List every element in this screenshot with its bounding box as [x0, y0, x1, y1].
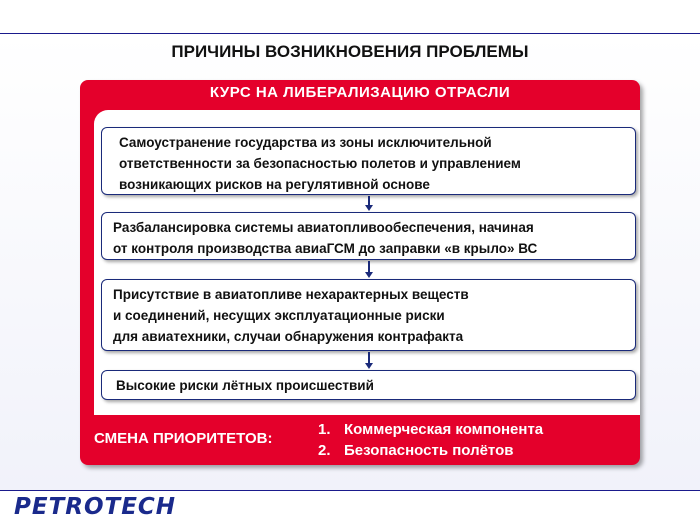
priority-item-1	[318, 419, 543, 440]
cause-box-line: возникающих рисков на регулятивной основе	[119, 177, 430, 192]
cause-box-line: для авиатехники, случаи обнаружения контрафакта	[113, 329, 464, 344]
down-arrow-icon	[364, 352, 374, 369]
cause-box-line: Высокие риски лётных происшествий	[116, 378, 374, 393]
priority-item-2	[318, 440, 543, 461]
priorities-label: СМЕНА ПРИОРИТЕТОВ:	[94, 430, 273, 447]
down-arrow-icon	[364, 261, 374, 278]
priority-number: 1.	[318, 421, 331, 438]
section-header: КУРС НА ЛИБЕРАЛИЗАЦИЮ ОТРАСЛИ	[209, 84, 511, 101]
cause-box-3	[101, 279, 636, 351]
cause-box-line: Самоустранение государства из зоны исключительной	[119, 135, 492, 150]
priority-text: Безопасность полётов	[344, 442, 514, 459]
cause-box-2	[101, 212, 636, 260]
priorities-list	[318, 419, 543, 461]
cause-box-4	[101, 370, 636, 400]
cause-box-1	[101, 127, 636, 195]
cause-box-line: и соединений, несущих эксплуатационные риски	[113, 308, 445, 323]
priority-number: 2.	[318, 442, 331, 459]
down-arrow-icon	[364, 196, 374, 211]
bottom-divider	[0, 490, 700, 491]
cause-box-line: Разбалансировка системы авиатопливообеспечения, начиная	[113, 220, 534, 235]
cause-box-line: Присутствие в авиатопливе нехарактерных веществ	[113, 287, 469, 302]
cause-box-line: ответственности за безопасностью полетов и управлением	[119, 156, 521, 171]
company-logo: PETROTECH	[14, 494, 177, 520]
page-title: ПРИЧИНЫ ВОЗНИКНОВЕНИЯ ПРОБЛЕМЫ	[171, 42, 529, 61]
priority-text: Коммерческая компонента	[344, 421, 544, 438]
cause-box-line: от контроля производства авиаГСМ до заправки «в крыло» ВС	[113, 241, 538, 256]
top-divider	[0, 33, 700, 34]
